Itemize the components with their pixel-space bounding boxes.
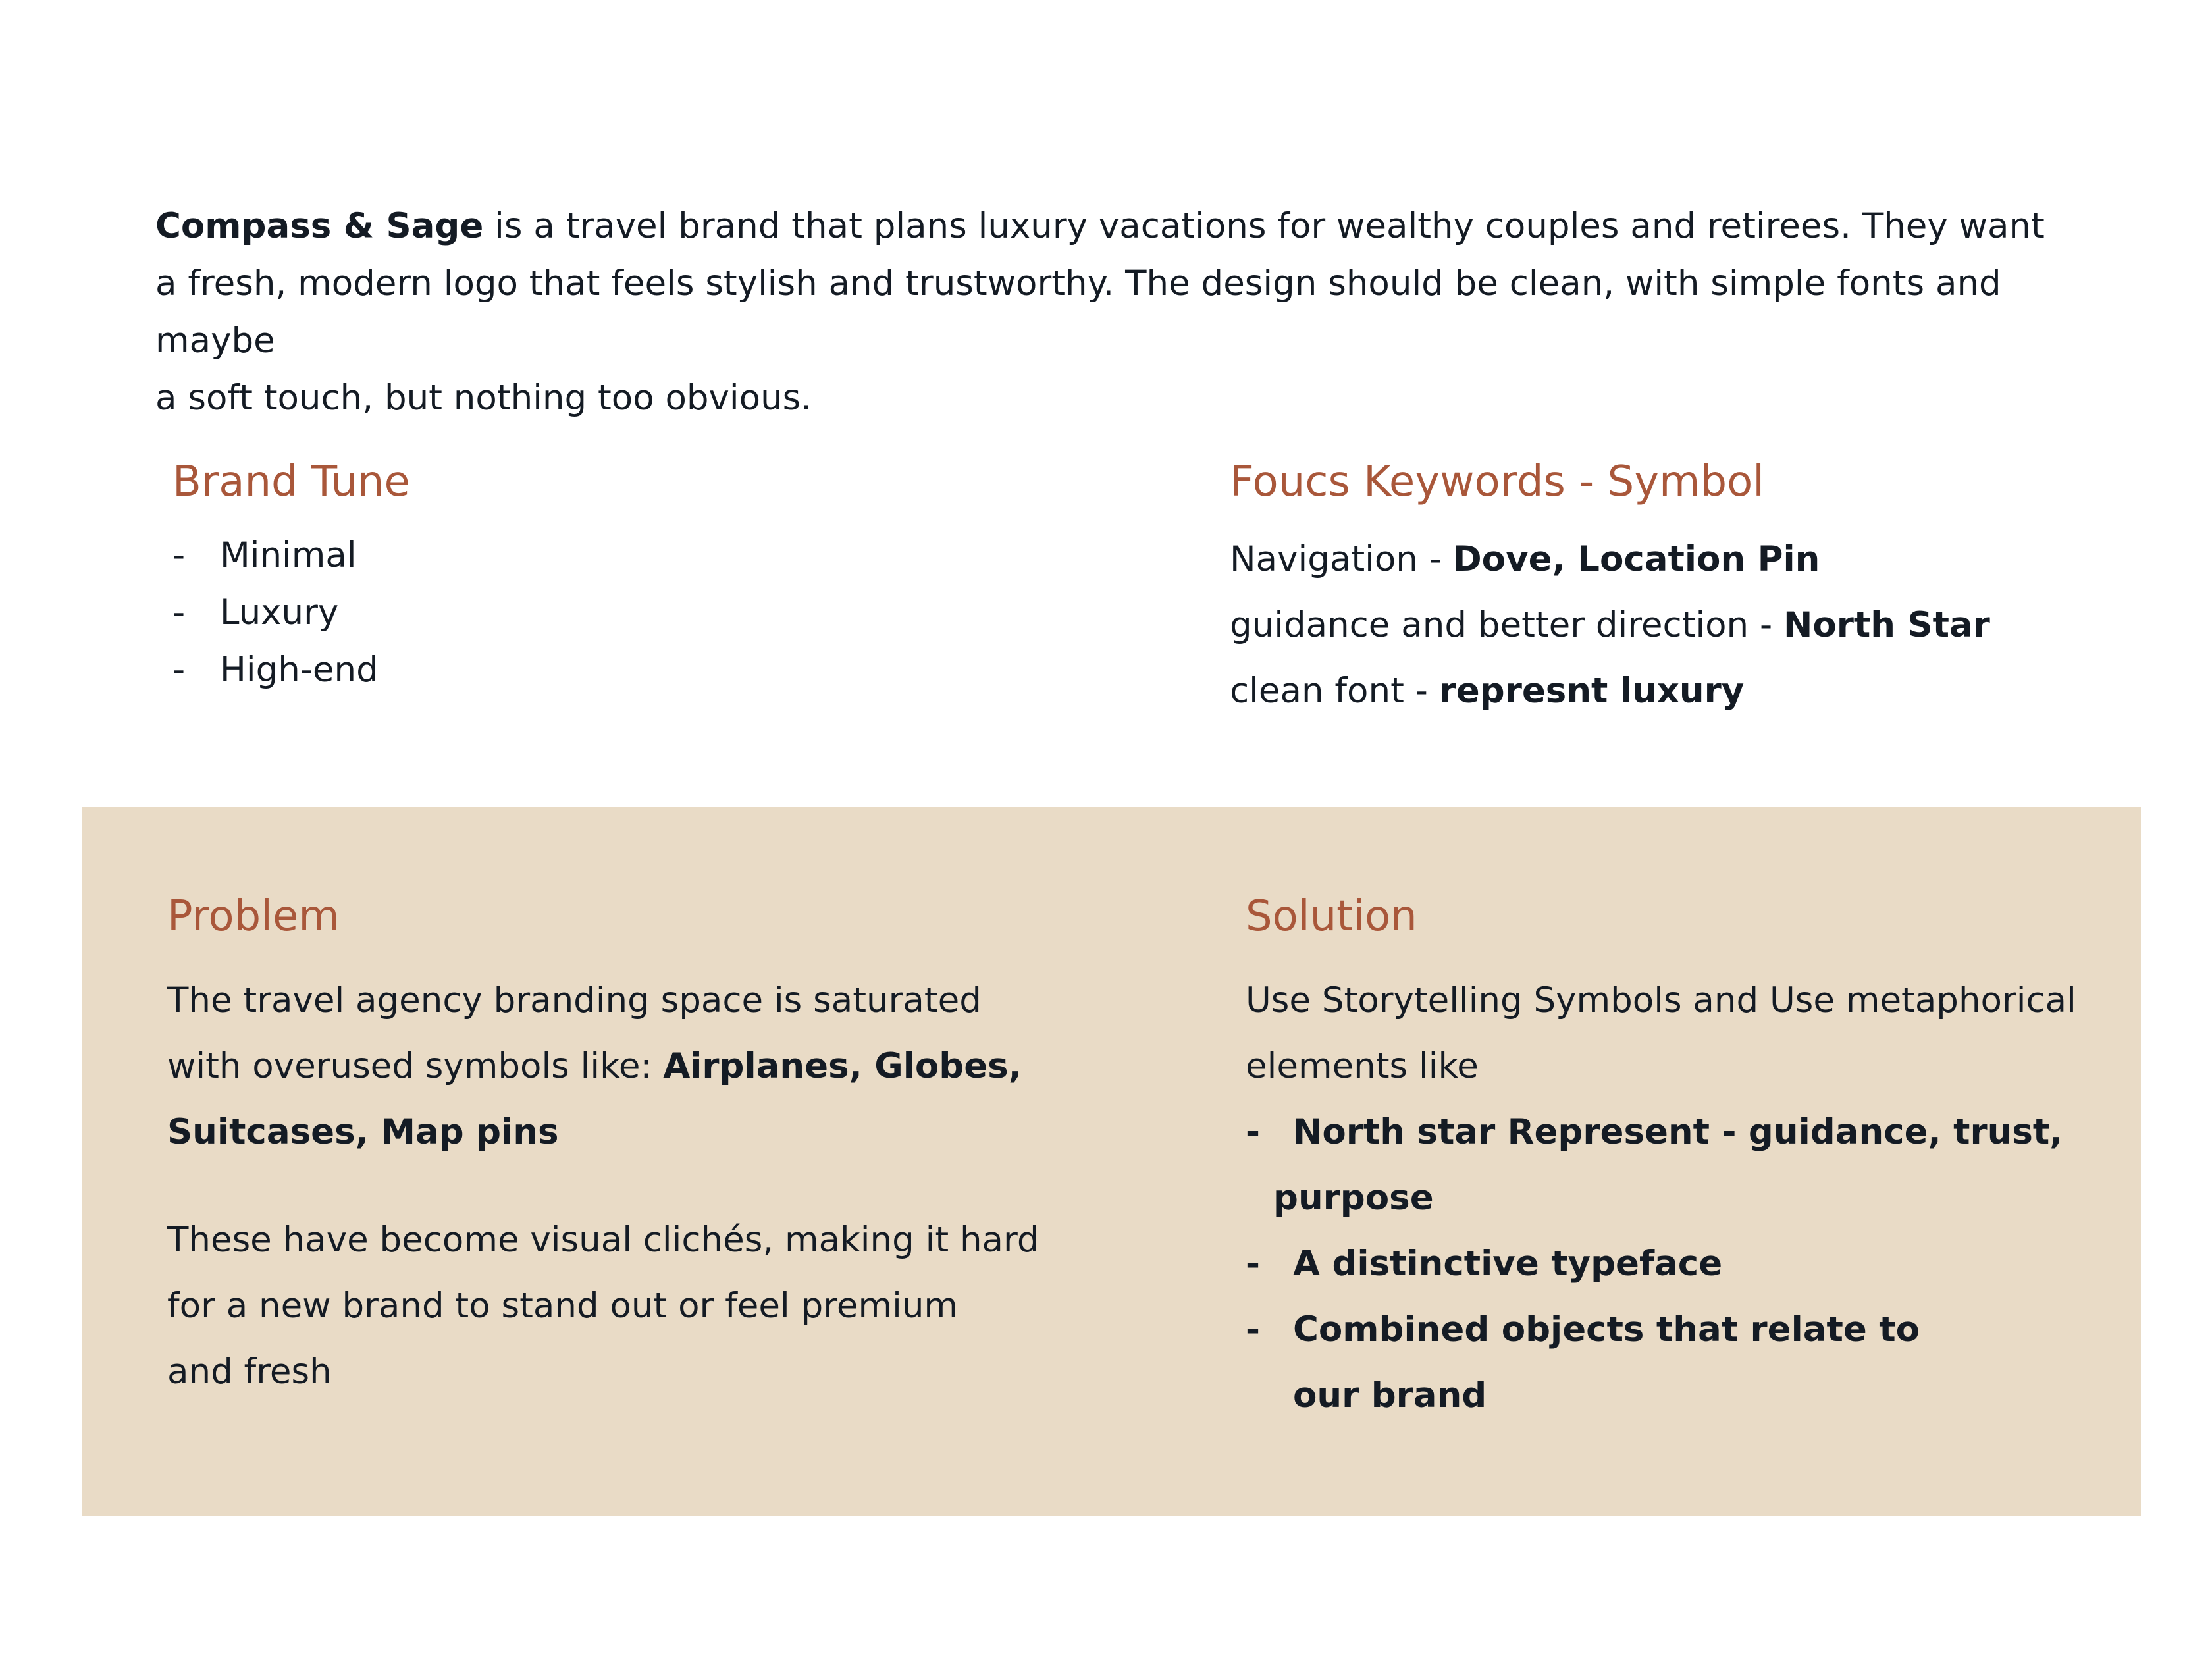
list-item-label: Luxury [220,592,339,633]
focus-label: Navigation - [1230,539,1453,579]
focus-row [1230,592,1990,658]
intro-paragraph [155,198,2130,427]
list-item [1246,1099,2063,1165]
problem-line: and fresh [167,1352,332,1392]
problem-paragraph-2 [167,1207,1040,1405]
dash-bullet: - [172,650,186,690]
solution-line: Use Storytelling Symbols and Use metaphorical [1246,980,2076,1020]
intro-line-1: is a travel brand that plans luxury vacations for wealthy couples and retirees. They want [483,206,2045,246]
list-item-label: High-end [220,650,379,690]
list-item-label: Minimal [220,535,357,575]
list-item-continuation [1246,1363,2063,1429]
list-item-continuation [1246,1165,2063,1231]
dash-bullet: - [1246,1244,1260,1284]
brand-tune-list [172,527,379,698]
problem-line: These have become visual clichés, making it hard [167,1220,1040,1260]
brand-tune-heading: Brand Tune [172,458,410,506]
problem-heading: Problem [167,892,340,941]
list-item [172,527,379,584]
brand-name: Compass & Sage [155,206,484,246]
problem-paragraph-1 [167,968,1022,1165]
list-item-label: Combined objects that relate to [1293,1309,1920,1350]
focus-label: clean font - [1230,671,1439,711]
solution-list [1246,1099,2063,1429]
problem-line: The travel agency branding space is saturated [167,980,982,1020]
list-item [172,584,379,641]
solution-heading: Solution [1246,892,1417,941]
list-item [172,641,379,698]
list-item-label: purpose [1273,1178,1434,1218]
dash-bullet: - [172,535,186,575]
solution-line: elements like [1246,1046,1479,1086]
focus-row [1230,527,1820,592]
cliche-symbols: Airplanes, Globes, [663,1046,1022,1086]
intro-line-2: a fresh, modern logo that feels stylish and trustworthy. The design should be clean, with simple fonts and maybe [155,263,2001,361]
focus-label: guidance and better direction - [1230,605,1783,645]
list-item-label: our brand [1293,1375,1487,1415]
dash-bullet: - [172,592,186,633]
list-item-label: A distinctive typeface [1293,1244,1723,1284]
focus-symbol: Dove, Location Pin [1452,539,1820,579]
list-item [1246,1297,2063,1363]
list-item [1246,1231,2063,1297]
problem-line: with overused symbols like: [167,1046,664,1086]
focus-row [1230,658,1744,724]
problem-line: for a new brand to stand out or feel premium [167,1286,959,1326]
dash-bullet: - [1246,1309,1260,1350]
dash-bullet: - [1246,1112,1260,1152]
intro-line-3: a soft touch, but nothing too obvious. [155,378,812,418]
focus-symbol: represnt luxury [1438,671,1745,711]
focus-keywords-heading: Foucs Keywords - Symbol [1230,458,1764,506]
solution-intro [1246,968,2076,1099]
list-item-label: North star Represent - guidance, trust, [1293,1112,2063,1152]
focus-symbol: North Star [1783,605,1990,645]
cliche-symbols: Suitcases, Map pins [167,1112,559,1152]
